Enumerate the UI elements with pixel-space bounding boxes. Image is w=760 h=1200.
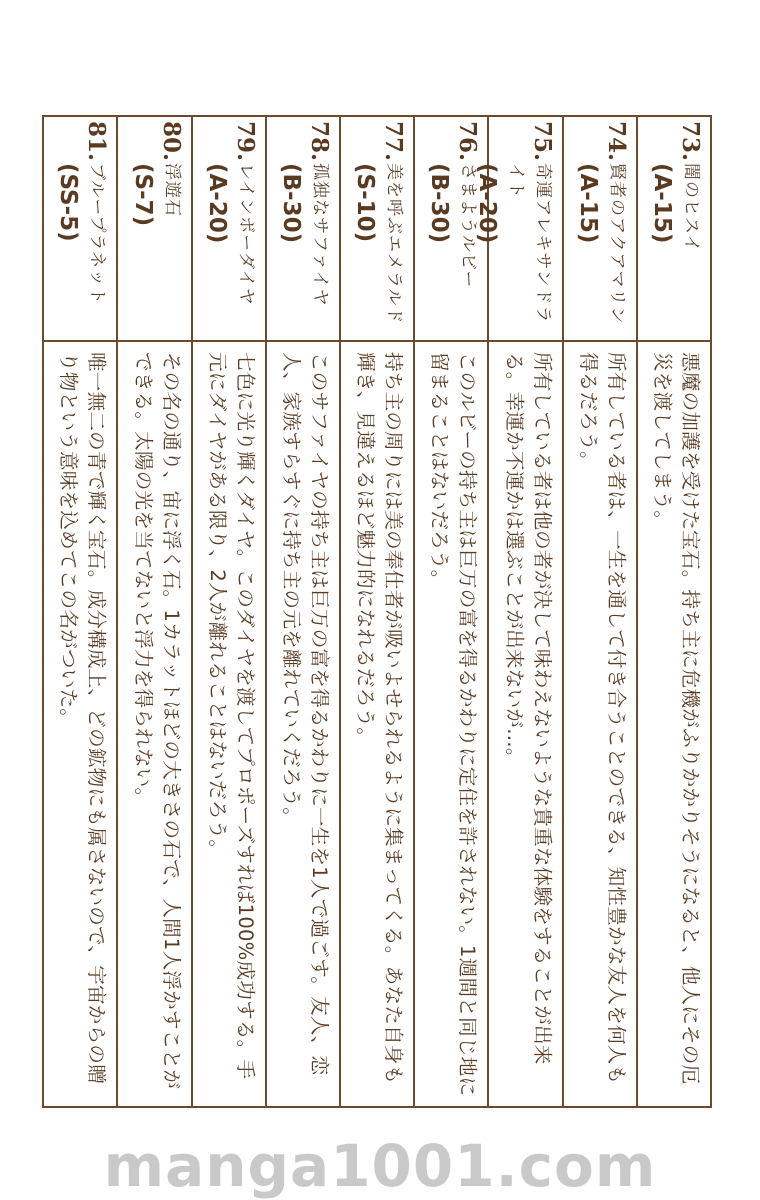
gem-name: さまようルビー xyxy=(458,163,479,289)
gem-name-cell xyxy=(564,117,636,342)
gem-name-cell xyxy=(473,117,561,342)
gem-name-cell xyxy=(119,117,191,342)
entry-number: 81. xyxy=(83,121,111,162)
table-row xyxy=(339,117,413,1106)
gem-name: ブループラネット xyxy=(87,163,108,305)
gem-name-cell xyxy=(638,117,710,342)
gem-description: 所有している者は、一生を通して付き合うことのできる、知性豊かな友人を何人も得るだろう。 xyxy=(576,352,628,1085)
gem-description: 七色に光り輝くダイヤ。このダイヤを渡してプロポーズすれば100%成功する。手元にダイヤがある限り、2人が離れることはないだろう。 xyxy=(205,352,257,1080)
gem-grade: (SS-5) xyxy=(55,163,82,242)
gem-grade: (A-15) xyxy=(574,163,601,244)
gem-description: 悪魔の加護を受けた宝石。持ち主に危機がふりかかりそうになると、他人にその厄災を渡してしまう。 xyxy=(651,352,702,1085)
table-row xyxy=(636,117,710,1106)
table-row xyxy=(265,117,339,1106)
gem-name: 美を呼ぶエメラルド xyxy=(384,163,405,325)
gem-name-cell xyxy=(267,117,339,342)
table-row xyxy=(413,117,487,1106)
gem-table xyxy=(42,115,712,1108)
table-row xyxy=(42,117,116,1106)
entry-number: 73. xyxy=(677,121,704,162)
gem-description: 所有している者は他の者が決して味わえないような貴重な体験をすることが出来る。幸運か不運かは選ぶことが出来ないが…。 xyxy=(502,352,554,1065)
gem-name: 奇運アレキサンドライト xyxy=(505,163,553,324)
gem-name: 賢者のアクアマリン xyxy=(606,163,627,325)
entry-number: 77. xyxy=(380,121,408,162)
table-row xyxy=(562,117,636,1106)
gem-grade: (B-30) xyxy=(278,163,305,244)
entry-number: 74. xyxy=(602,121,630,162)
gem-grade: (A-15) xyxy=(649,163,675,244)
gem-description: その名の通り、宙に浮く石。1カラットほどの大きさの石で、人間1人浮かすことができる。太陽の光を当てないと浮力を得られない。 xyxy=(131,352,183,1090)
gem-name: 闇のヒスイ xyxy=(681,163,701,253)
gem-grade: (A-20) xyxy=(473,163,500,244)
gem-description: このサファイヤの持ち主は巨万の富を得るかわりに一生を1人で過ごす。友人、恋人、家族すらすぐに持ち主の元を離れていくだろう。 xyxy=(280,352,332,1076)
gem-grade: (B-30) xyxy=(426,163,453,244)
gem-description: このルビーの持ち主は巨万の富を得るかわりに定住を許されない。1週間と同じ地に留まることはないだろう。 xyxy=(428,352,480,1097)
gem-name-cell xyxy=(341,117,413,342)
gem-name: レインボーダイヤ xyxy=(235,163,256,306)
gem-grade: (S-10) xyxy=(352,163,379,243)
entry-number: 78. xyxy=(306,121,334,162)
entry-number: 79. xyxy=(231,121,259,162)
watermark: manga1001.com xyxy=(103,1132,657,1200)
table-row xyxy=(473,117,561,1106)
gem-description: 持ち主の周りには美の奉仕者が吸いよせられるように集まってくる。あなた自身も輝き、見違えるほど魅力的になれるだろう。 xyxy=(354,352,406,1085)
entry-number: 76. xyxy=(454,121,482,162)
entry-number: 75. xyxy=(528,121,556,162)
table-row xyxy=(191,117,265,1106)
entry-number: 80. xyxy=(157,121,185,162)
gem-name: 浮遊石 xyxy=(161,163,182,217)
gem-name: 孤独なサファイヤ xyxy=(310,163,331,307)
gem-description: 唯一無二の青で輝く宝石。成分構成上、どの鉱物にも属さないので、宇宙からの贈り物という意味を込めてこの名がついた。 xyxy=(57,352,109,1084)
gem-grade: (A-20) xyxy=(203,163,230,244)
gem-name-cell xyxy=(42,117,116,342)
table-row xyxy=(117,117,191,1106)
gem-name-cell xyxy=(415,117,487,342)
gem-name-cell xyxy=(193,117,265,342)
gem-grade: (S-7) xyxy=(129,163,156,227)
